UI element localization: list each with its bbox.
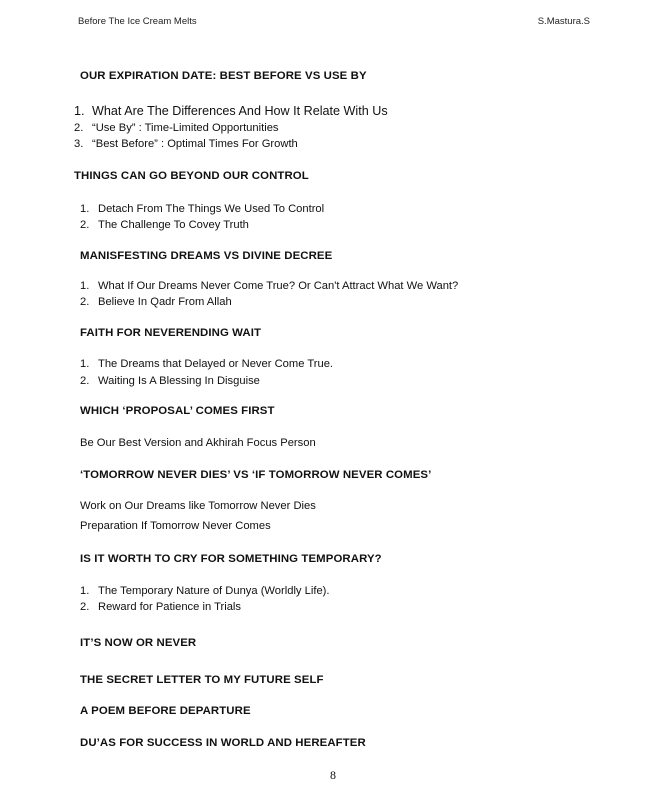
section-heading-proposal: WHICH ‘PROPOSAL’ COMES FIRST (80, 405, 275, 417)
section-heading-beyond-control: THINGS CAN GO BEYOND OUR CONTROL (74, 170, 309, 182)
section-heading-cry-temporary: IS IT WORTH TO CRY FOR SOMETHING TEMPORARY? (80, 553, 382, 565)
list-item-text: The Dreams that Delayed or Never Come True. (98, 358, 334, 370)
running-header-title: Before The Ice Cream Melts (78, 16, 197, 27)
list-number: 2. (80, 375, 90, 387)
section-heading-expiration-date: OUR EXPIRATION DATE: BEST BEFORE VS USE BY (80, 70, 367, 82)
list-number: 2. (80, 601, 90, 613)
list-item (80, 296, 232, 308)
list-item (80, 203, 324, 215)
list-item-text: Believe In Qadr From Allah (98, 296, 232, 308)
list-item (74, 104, 388, 118)
section-heading-faith-wait: FAITH FOR NEVERENDING WAIT (80, 327, 262, 339)
list-number: 1. (74, 104, 85, 118)
list-item-text: What If Our Dreams Never Come True? Or Can't Attract What We Want? (98, 280, 459, 292)
list-number: 1. (80, 280, 90, 292)
running-header-author: S.Mastura.S (537, 16, 590, 27)
list-item-text: Detach From The Things We Used To Control (98, 203, 325, 215)
list-number: 1. (80, 203, 90, 215)
body-line: Preparation If Tomorrow Never Comes (80, 520, 271, 532)
list-item (80, 375, 260, 387)
list-number: 2. (80, 219, 90, 231)
list-item (80, 219, 249, 231)
list-item-text: The Temporary Nature of Dunya (Worldly Life). (98, 585, 330, 597)
list-item-text: What Are The Differences And How It Relate With Us (92, 104, 388, 118)
page-number: 8 (330, 768, 336, 782)
list-item (80, 601, 241, 613)
list-number: 1. (80, 358, 90, 370)
list-item-text: Waiting Is A Blessing In Disguise (98, 375, 260, 387)
section-heading-duas: DU’AS FOR SUCCESS IN WORLD AND HEREAFTER (80, 737, 366, 749)
list-number: 2. (74, 122, 84, 134)
list-item (74, 122, 279, 134)
list-number: 3. (74, 138, 84, 150)
section-heading-poem: A POEM BEFORE DEPARTURE (80, 705, 251, 717)
list-number: 2. (80, 296, 90, 308)
section-heading-secret-letter: THE SECRET LETTER TO MY FUTURE SELF (80, 674, 324, 686)
body-line: Work on Our Dreams like Tomorrow Never Dies (80, 500, 316, 512)
list-item-text: The Challenge To Covey Truth (98, 219, 249, 231)
list-item-text: “Use By” : Time-Limited Opportunities (92, 122, 279, 134)
section-heading-now-or-never: IT’S NOW OR NEVER (80, 637, 197, 649)
body-line: Be Our Best Version and Akhirah Focus Person (80, 437, 316, 449)
section-heading-tomorrow: ‘TOMORROW NEVER DIES’ VS ‘IF TOMORROW NEVER COMES’ (80, 469, 432, 481)
section-heading-manifesting-dreams: MANISFESTING DREAMS VS DIVINE DECREE (80, 250, 333, 262)
list-number: 1. (80, 585, 90, 597)
list-item (80, 585, 330, 597)
list-item (74, 138, 298, 150)
list-item (80, 280, 458, 292)
list-item-text: Reward for Patience in Trials (98, 601, 242, 613)
list-item (80, 358, 333, 370)
list-item-text: “Best Before” : Optimal Times For Growth (92, 138, 298, 150)
